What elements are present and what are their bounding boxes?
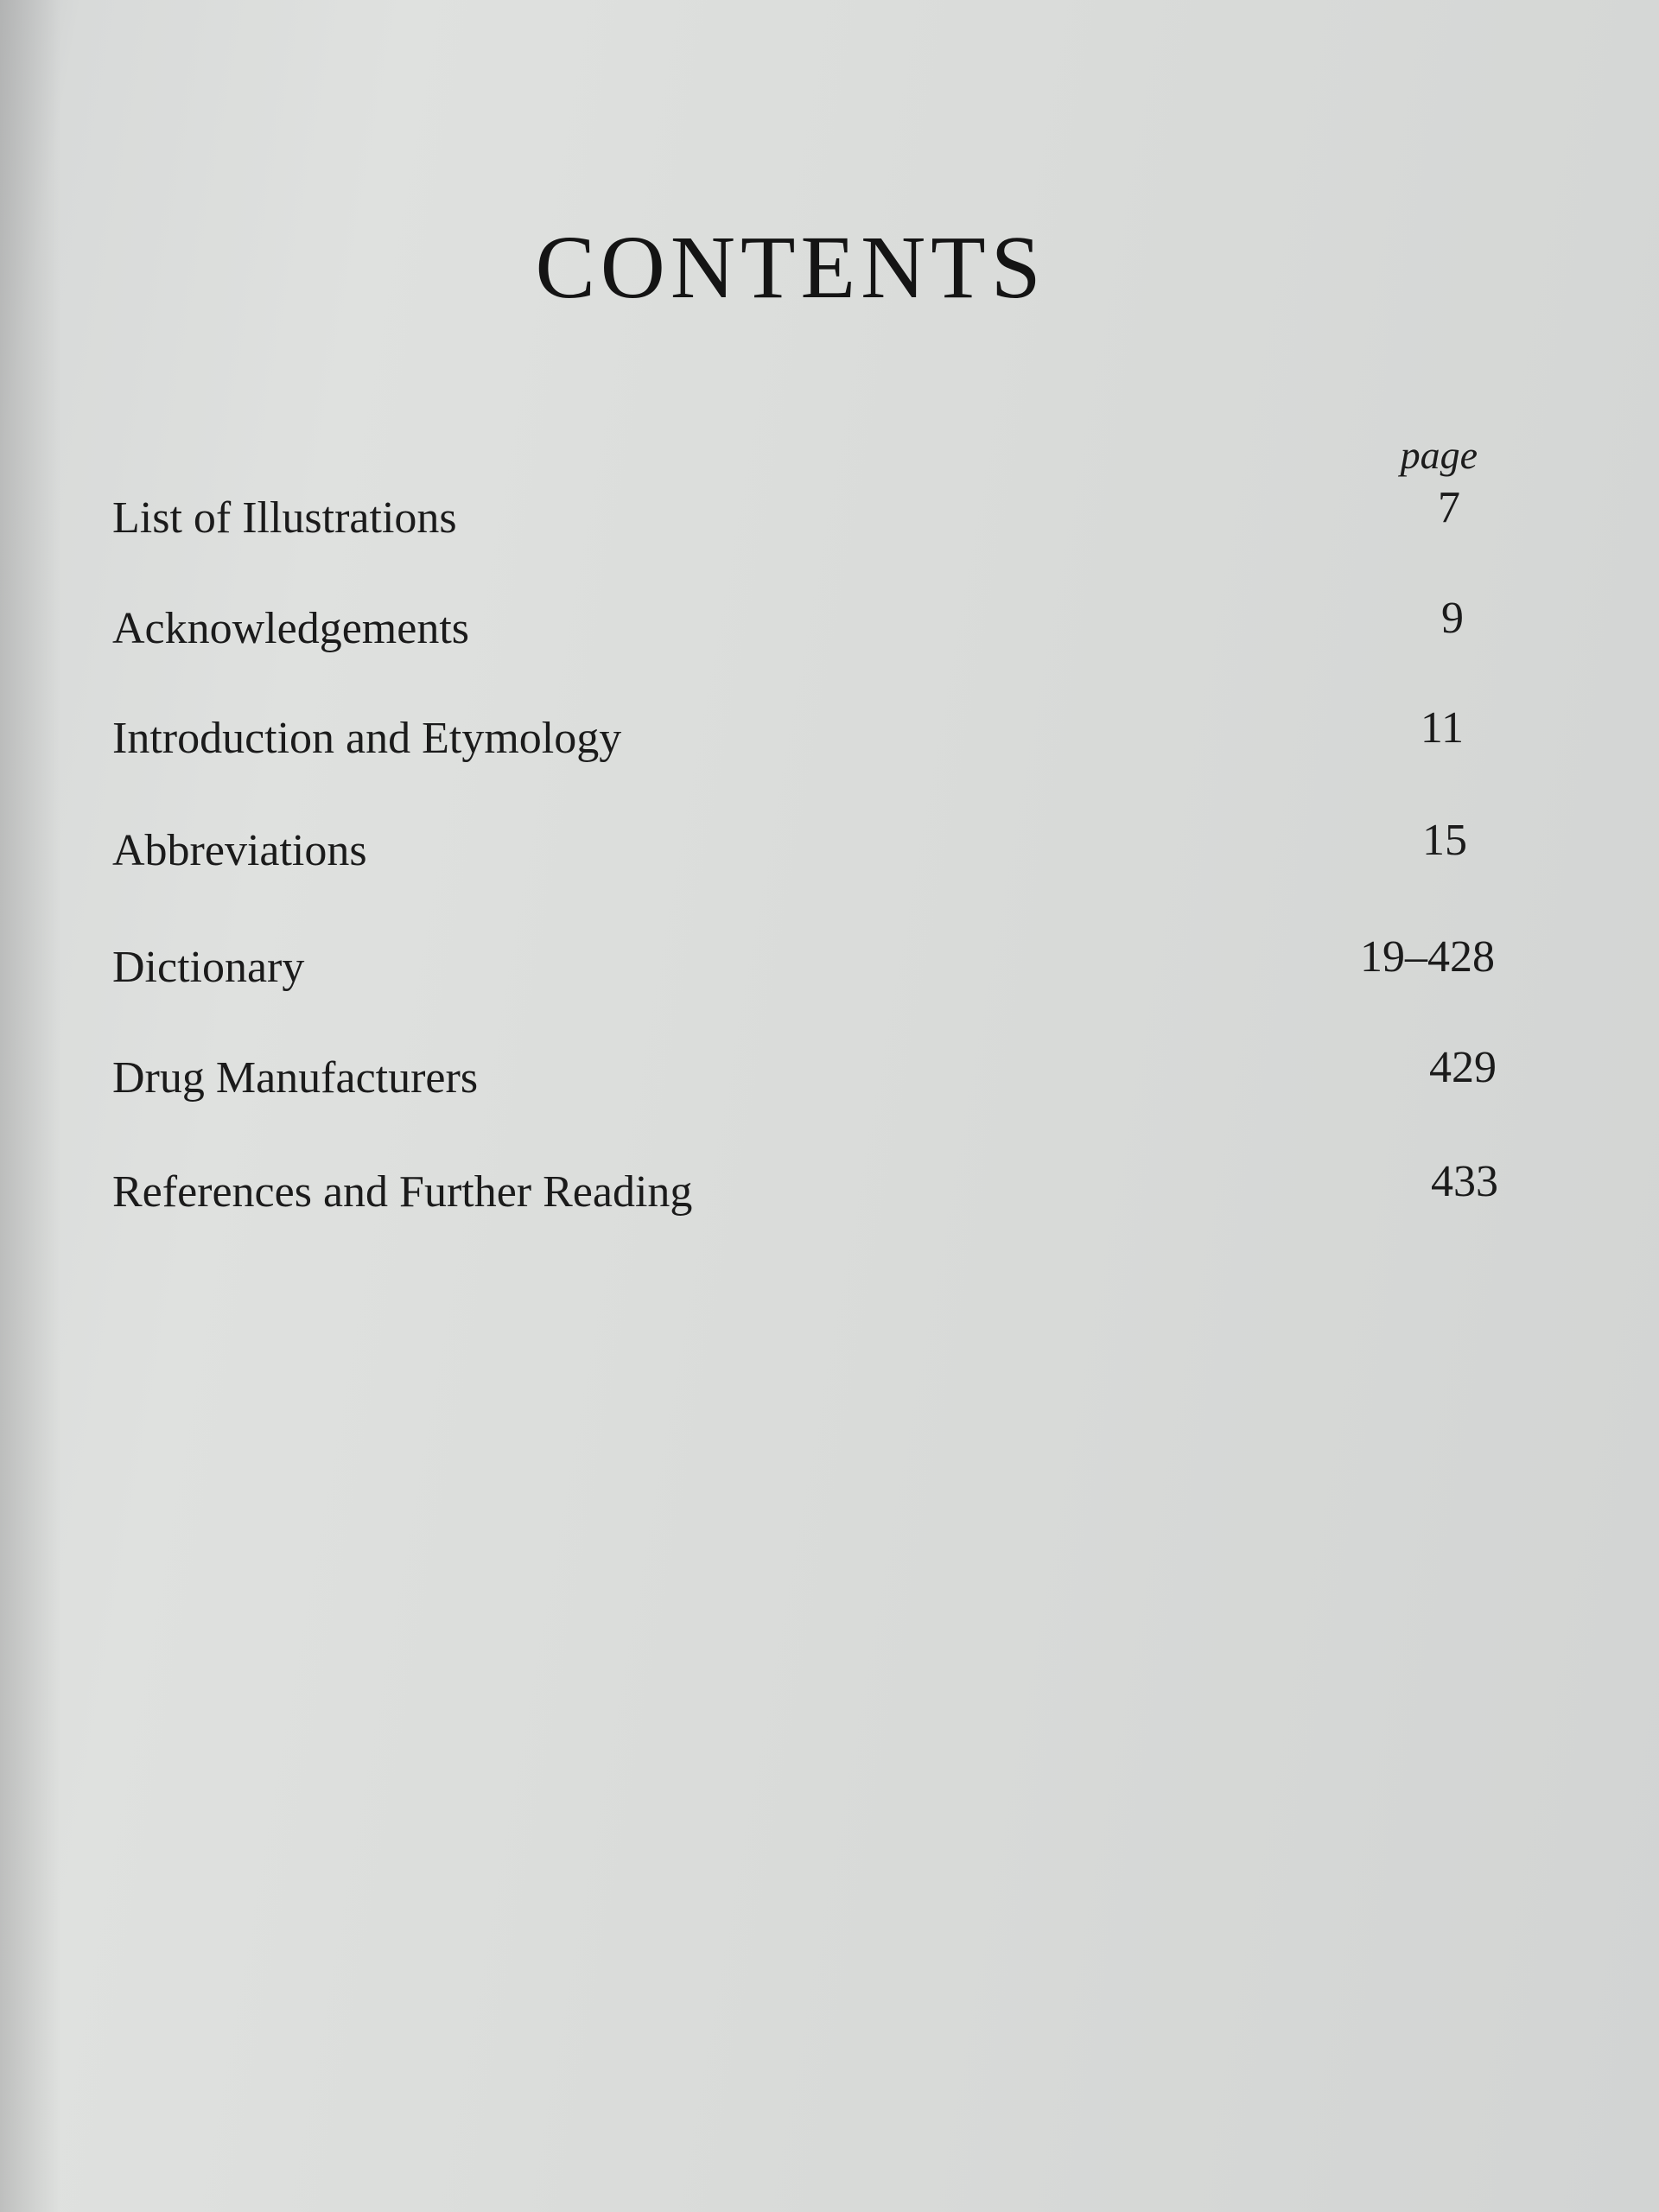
page-column-label: page <box>1400 433 1478 477</box>
toc-entry <box>112 1043 1497 1109</box>
toc-entry-label: List of Illustrations <box>112 493 457 543</box>
toc-entry <box>112 594 1495 659</box>
toc-entry-label: References and Further Reading <box>112 1167 693 1217</box>
page-gutter-shadow <box>0 0 60 2212</box>
toc-entry-page: 19–428 <box>1360 932 1495 982</box>
toc-entry-page: 7 <box>1438 483 1460 532</box>
toc-entry <box>112 932 1495 998</box>
toc-entry <box>112 1157 1498 1223</box>
toc-entry-page: 11 <box>1420 703 1464 753</box>
toc-entry-label: Drug Manufacturers <box>112 1053 479 1103</box>
toc-entry-page: 429 <box>1429 1043 1497 1092</box>
toc-entry-page: 15 <box>1422 816 1467 865</box>
page-title: CONTENTS <box>535 218 1046 317</box>
toc-entry-label: Dictionary <box>112 943 305 992</box>
toc-entry-label: Introduction and Etymology <box>112 714 622 763</box>
toc-entry-page: 9 <box>1441 594 1464 643</box>
toc-entry <box>112 816 1495 881</box>
toc-entry <box>112 703 1495 769</box>
toc-entry <box>112 483 1495 549</box>
toc-entry-page: 433 <box>1431 1157 1498 1206</box>
toc-entry-label: Abbreviations <box>112 826 367 875</box>
toc-entry-label: Acknowledgements <box>112 604 470 653</box>
